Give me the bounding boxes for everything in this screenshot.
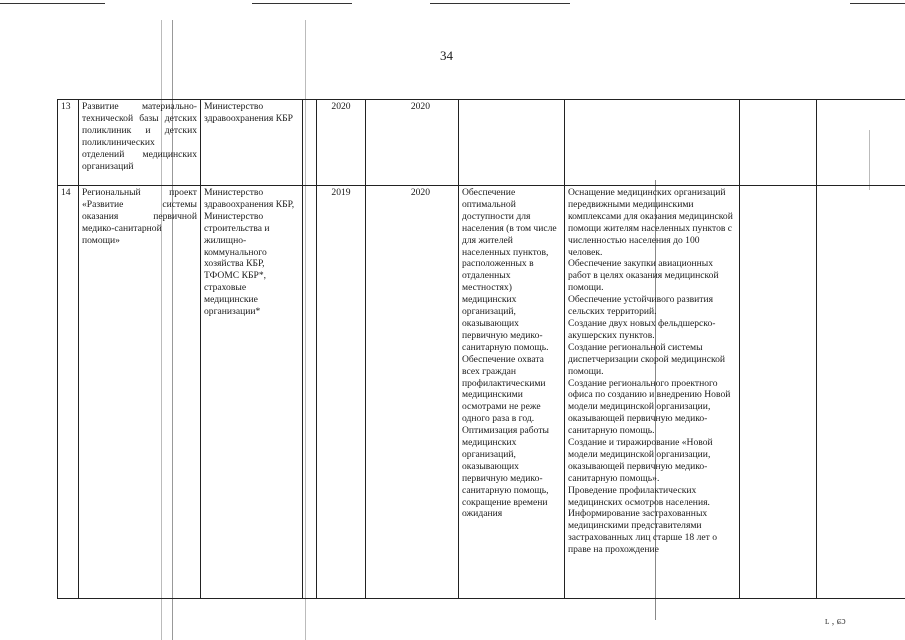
- result-item: Оснащение медицинских организаций передвижными медицинскими комплексами для оказания медицинской помощи жителям населенных пунктов с численностью населения до 100 человек.: [568, 187, 733, 258]
- page-number: 34: [440, 48, 453, 63]
- spacer-cell: [303, 100, 317, 186]
- scan-top-line: [850, 3, 905, 4]
- extra-cell: [740, 100, 817, 186]
- scan-mark: ʟ , ɕɔ: [825, 616, 846, 627]
- end-year: 2020: [366, 186, 459, 599]
- goal-item: Оптимизация работы медицинских организаций, оказывающих первичную медико-санитарную помощь, сокращение времени ожидания: [462, 425, 549, 520]
- results-cell: [565, 186, 740, 599]
- end-year: 2020: [366, 100, 459, 186]
- row-number: 13: [58, 100, 79, 186]
- goals-cell: [459, 186, 565, 599]
- result-item: Обеспечение закупки авиационных работ в целях оказания медицинской помощи.: [568, 258, 719, 294]
- scan-top-line: [0, 3, 105, 4]
- extra-cell: [817, 100, 905, 186]
- table-row: [58, 100, 905, 186]
- scan-top-line: [430, 3, 570, 4]
- result-item: Создание двух новых фельдшерско-акушерских пунктов.: [568, 317, 716, 341]
- result-item: Создание регионального проектного офиса по созданию и внедрению Новой модели медицинской организации, оказывающей первичную медико-санитарную помощь.: [568, 377, 731, 437]
- results-cell: [565, 100, 740, 186]
- scan-top-line: [252, 3, 352, 4]
- start-year: 2019: [317, 186, 366, 599]
- result-item: Создание и тиражирование «Новой модели медицинской организации, оказывающей первичную медико-санитарную помощь».: [568, 437, 713, 484]
- goal-item: Обеспечение оптимальной доступности для населения (в том числе для жителей населенных пунктов, расположенных в отдаленных местностях) медицинских организаций, оказывающих первичную медико-санитарную помощь.: [462, 187, 557, 353]
- start-year: 2020: [317, 100, 366, 186]
- event-title: Региональный проект «Развитие системы оказания первичной медико-санитарной помощи»: [79, 186, 201, 599]
- responsible-org: Министерство здравоохранения КБР: [201, 100, 303, 186]
- result-item: Обеспечение устойчивого развития сельских территорий.: [568, 294, 714, 318]
- event-title: Развитие материально-технической базы детских поликлиник и детских поликлинических отделений медицинских организаций: [79, 100, 201, 186]
- responsible-org: Министерство здравоохранения КБР, Министерство строительства и жилищно-коммунального хозяйства КБР, ТФОМС КБР*, страховые медицинские организации*: [201, 186, 303, 599]
- result-item: Информирование застрахованных медицинскими представителями застрахованных лиц старше 18 лет о праве на прохождение: [568, 508, 718, 556]
- extra-cell: [817, 186, 905, 599]
- program-table: [57, 99, 905, 599]
- row-number: 14: [58, 186, 79, 599]
- result-item: Проведение профилактических медицинских осмотров населения.: [568, 484, 710, 508]
- spacer-cell: [303, 186, 317, 599]
- goals-cell: [459, 100, 565, 186]
- goal-item: Обеспечение охвата всех граждан профилактическими медицинскими осмотрами не реже одного раза в год.: [462, 353, 546, 425]
- table-row: [58, 186, 905, 599]
- result-item: Создание региональной системы диспетчеризации скорой медицинской помощи.: [568, 341, 726, 377]
- extra-cell: [740, 186, 817, 599]
